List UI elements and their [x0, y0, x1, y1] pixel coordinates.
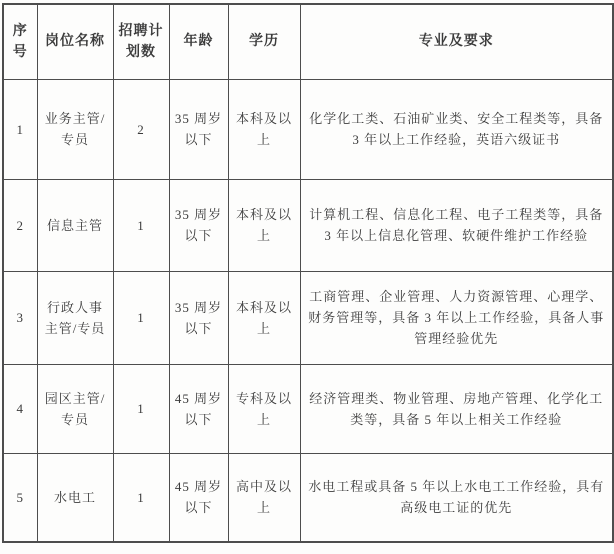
cell-position: 信息主管 — [37, 179, 113, 271]
cell-age: 45 周岁以下 — [169, 364, 228, 453]
cell-education: 本科及以上 — [228, 179, 300, 271]
cell-requirements: 水电工程或具备 5 年以上水电工工作经验，具有高级电工证的优先 — [300, 453, 613, 542]
cell-count: 1 — [113, 271, 169, 364]
cell-no: 1 — [3, 79, 37, 179]
cell-age: 45 周岁以下 — [169, 453, 228, 542]
cell-requirements: 计算机工程、信息化工程、电子工程类等，具备 3 年以上信息化管理、软硬件维护工作经验 — [300, 179, 613, 271]
table-row — [3, 364, 613, 453]
cell-education: 专科及以上 — [228, 364, 300, 453]
cell-education: 本科及以上 — [228, 271, 300, 364]
cell-education: 高中及以上 — [228, 453, 300, 542]
cell-education: 本科及以上 — [228, 79, 300, 179]
table-row — [3, 453, 613, 542]
table-row — [3, 179, 613, 271]
header-age: 年龄 — [169, 4, 228, 79]
cell-count: 1 — [113, 179, 169, 271]
header-no: 序号 — [3, 4, 37, 79]
cell-position: 行政人事主管/专员 — [37, 271, 113, 364]
header-requirements: 专业及要求 — [300, 4, 613, 79]
cell-no: 3 — [3, 271, 37, 364]
header-education: 学历 — [228, 4, 300, 79]
cell-age: 35 周岁以下 — [169, 271, 228, 364]
header-row — [3, 4, 613, 79]
cell-count: 1 — [113, 364, 169, 453]
cell-no: 4 — [3, 364, 37, 453]
cell-count: 1 — [113, 453, 169, 542]
cell-requirements: 经济管理类、物业管理、房地产管理、化学化工类等，具备 5 年以上相关工作经验 — [300, 364, 613, 453]
cell-age: 35 周岁以下 — [169, 79, 228, 179]
cell-requirements: 工商管理、企业管理、人力资源管理、心理学、财务管理等，具备 3 年以上工作经验，具备人事管理经验优先 — [300, 271, 613, 364]
cell-position: 园区主管/专员 — [37, 364, 113, 453]
cell-position: 业务主管/专员 — [37, 79, 113, 179]
cell-count: 2 — [113, 79, 169, 179]
cell-no: 5 — [3, 453, 37, 542]
table-row — [3, 271, 613, 364]
recruitment-table — [2, 3, 614, 543]
table-row — [3, 79, 613, 179]
cell-age: 35 周岁以下 — [169, 179, 228, 271]
cell-requirements: 化学化工类、石油矿业类、安全工程类等，具备 3 年以上工作经验，英语六级证书 — [300, 79, 613, 179]
cell-no: 2 — [3, 179, 37, 271]
header-count: 招聘计划数 — [113, 4, 169, 79]
header-position: 岗位名称 — [37, 4, 113, 79]
cell-position: 水电工 — [37, 453, 113, 542]
